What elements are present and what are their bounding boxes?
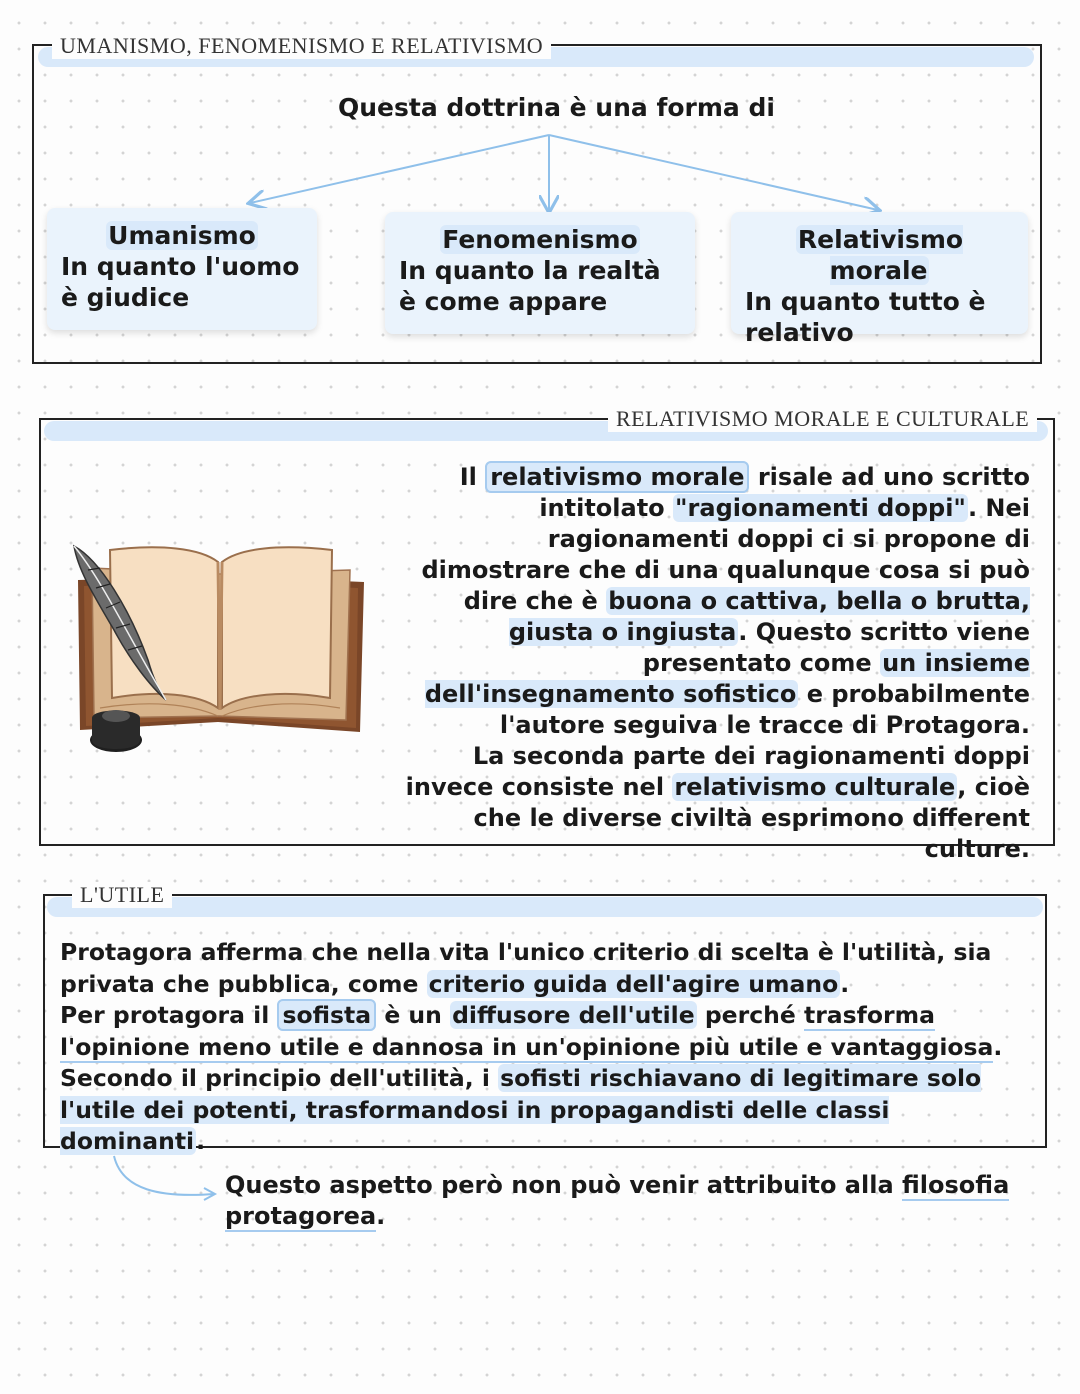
card-relativismo-body: In quanto tutto è relativo [745, 287, 986, 347]
card-umanismo-body: In quanto l'uomo è giudice [61, 252, 300, 312]
term-sofisti-rischiavano: sofisti rischiavano di legitimare solo l'utile dei potenti, trasformandosi in propagandisti delle classi dominanti [60, 1064, 982, 1155]
section-umanismo-title: UMANISMO, FENOMENISMO E RELATIVISMO [52, 33, 551, 59]
term-trasforma-opinione: trasforma l'opinione meno utile e dannosa in un'opinione più utile e vantaggiosa [60, 1001, 994, 1061]
term-ragionamenti-doppi: "ragionamenti doppi" [675, 494, 966, 522]
branch-arrows [0, 0, 1080, 240]
section-relativismo-paragraph: Il relativismo morale risale ad uno scritto intitolato "ragionamenti doppi". Nei ragionamenti doppi ci si propone di dimostrare che di una qualunque cosa si può dire che è buona o cattiva, bella o brutta, giusta o ingiusta. Questo scritto viene presentato come un insieme dell'insegnamento sofistico e probabilmente l'autore seguiva le tracce di Protagora. La seconda parte dei ragionamenti doppi invece consiste nel relativismo culturale, cioè che le diverse civiltà esprimono different culture. [405, 463, 1030, 863]
book-and-quill-illustration [70, 540, 370, 760]
book-right-page [222, 547, 332, 708]
arrow-to-relativismo [549, 135, 878, 210]
term-relativismo-morale: relativismo morale [485, 461, 749, 493]
ink-pot [90, 710, 142, 752]
card-relativismo [731, 212, 1028, 347]
card-relativismo-head: Relativismo morale [797, 225, 964, 285]
term-criterio-guida: criterio guida dell'agire umano [428, 969, 839, 998]
section-utile-title: L'UTILE [72, 882, 172, 908]
arrow-to-umanismo [250, 135, 549, 203]
term-insegnamento-sofistico: un insieme dell'insegnamento sofistico [424, 649, 1030, 708]
section-relativismo-title: RELATIVISMO MORALE E CULTURALE [608, 406, 1037, 432]
term-diffusore-utile: diffusore dell'utile [452, 1001, 695, 1029]
note-text: Questo aspetto però non può venir attribuito alla filosofia protagorea. [225, 1171, 1010, 1230]
card-umanismo-head: Umanismo [108, 221, 256, 250]
term-sofista: sofista [277, 999, 376, 1031]
section-utile-paragraph: Protagora afferma che nella vita l'unico criterio di scelta è l'utilità, sia privata che pubblica, come criterio guida dell'agire umano. Per protagora il sofista è un diffusore dell'utile perché trasforma l'opinione meno utile e dannosa in un'opinione più utile e vantaggiosa. Secondo il principio dell'utilità, i sofisti rischiavano di legitimare solo l'utile dei potenti, trasformandosi in propagandisti delle classi dominanti. [60, 938, 1003, 1155]
curved-arrow [100, 1150, 230, 1210]
section-umanismo-intro: Questa dottrina è una forma di [338, 93, 775, 122]
card-fenomenismo [385, 212, 695, 334]
term-filosofia-protagorea: filosofia protagorea [225, 1171, 1010, 1230]
section-utile-header-band [47, 897, 1043, 917]
card-umanismo [47, 208, 317, 330]
term-relativismo-culturale: relativismo culturale [674, 773, 956, 801]
card-fenomenismo-head: Fenomenismo [442, 225, 638, 254]
term-buona-cattiva: buona o cattiva, bella o brutta, giusta o ingiusta [508, 587, 1030, 646]
card-fenomenismo-body: In quanto la realtà è come appare [399, 256, 661, 316]
